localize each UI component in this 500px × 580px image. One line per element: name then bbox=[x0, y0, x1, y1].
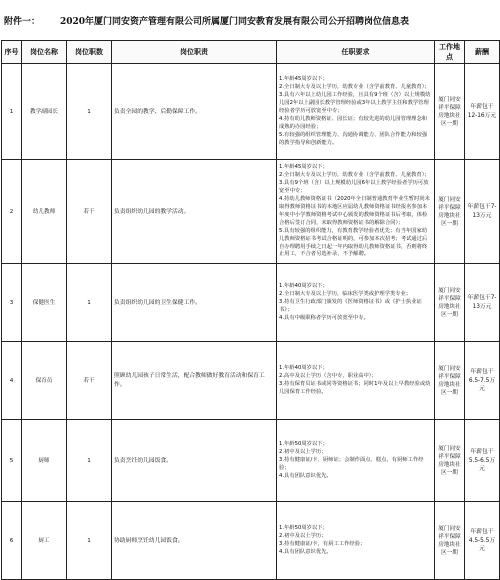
cell-duty: 负责组织幼儿园的卫生保健工作。 bbox=[112, 264, 277, 342]
cell-no: 2 bbox=[2, 160, 22, 264]
requirement-item: 1.年龄45周岁以下； bbox=[279, 164, 328, 171]
cell-duty: 负责烹饪幼儿园饭食。 bbox=[112, 420, 277, 502]
table-header-row bbox=[2, 41, 500, 64]
requirement-item: 3.持有健康证/卡、厨师证；会制作面点、糕点，有厨师工作经验； bbox=[279, 456, 424, 471]
requirement-item: 1.年龄40周岁以下； bbox=[279, 282, 328, 289]
cell-location: 厦门同安祥平保障房地块社区一期 bbox=[435, 160, 465, 264]
table-row bbox=[2, 502, 500, 580]
requirement-item: 2.全日制大专及以上学历，临床医学类或护理学类专业； bbox=[279, 290, 412, 297]
cell-salary: 年薪包干12-16万元 bbox=[465, 64, 500, 160]
cell-count: 1 bbox=[67, 420, 112, 502]
requirement-item: 4.具有中级职称者学历可放宽至中专。 bbox=[279, 314, 369, 321]
cell-salary: 年薪包干7-13万元 bbox=[465, 160, 500, 264]
cell-no: 4 bbox=[2, 342, 22, 420]
cell-no: 5 bbox=[2, 420, 22, 502]
col-header-count: 岗位职数 bbox=[67, 41, 112, 64]
cell-no: 3 bbox=[2, 264, 22, 342]
col-header-no: 序号 bbox=[2, 41, 22, 64]
requirement-item: 1.年龄40周岁以下； bbox=[279, 364, 328, 371]
requirement-item: 2.全日制大专及以上学历，幼教专业（含学前教育、儿童教育）； bbox=[279, 84, 430, 90]
cell-duty: 协助厨师烹饪幼儿园饭食。 bbox=[112, 502, 277, 580]
col-header-location: 工作地点 bbox=[435, 41, 465, 64]
attachment-label: 附件一： bbox=[4, 17, 41, 27]
requirement-item: 3.具有六年以上幼儿园工作经验，且具有9个班（含）以上规模幼儿园2年以上副园长教学管理经验或3年以上教学主任和教学管理经验者学历可放宽至中专； bbox=[279, 91, 431, 114]
cell-location: 厦门同安祥平保障房地块社区一期 bbox=[435, 64, 465, 160]
cell-requirements bbox=[277, 420, 435, 502]
requirement-item: 4.具有团队意识优先。 bbox=[279, 548, 332, 555]
recruitment-table bbox=[1, 40, 500, 580]
cell-count: 若干 bbox=[67, 160, 112, 264]
document-title: 2020年厦门同安资产管理有限公司所属厦门同安教育发展有限公司公开招聘岗位信息表 bbox=[60, 17, 410, 27]
requirement-item: 3.持有卫生行政部门颁发的《医师资格证书》或《护士执业证书》； bbox=[279, 298, 422, 313]
col-header-salary: 薪酬 bbox=[465, 41, 500, 64]
cell-location: 厦门同安祥平保障房地块社区一期 bbox=[435, 502, 465, 580]
cell-count: 1 bbox=[67, 264, 112, 342]
requirement-item: 5.有较强的组织管理能力、沟通协调能力、团队合作能力和较强的教学指导和创新能力。 bbox=[279, 131, 428, 146]
col-header-name: 岗位名称 bbox=[22, 41, 67, 64]
requirement-item: 1.年龄50周岁以下； bbox=[279, 524, 328, 531]
col-header-duty: 岗位职责 bbox=[112, 41, 277, 64]
table-row bbox=[2, 342, 500, 420]
cell-name: 教学副园长 bbox=[22, 64, 67, 160]
requirement-item: 5.具有较强的组织能力，有教育教学经验者优先；有当年国家幼儿教师资格证书考试合格证明的，可参加本次招考；考试通过后自办理聘用手续之日起一年内取得幼儿教师资格证书，否则将终止用工，不合者另选补录，不予解聘。 bbox=[279, 227, 428, 258]
cell-no: 1 bbox=[2, 64, 22, 160]
cell-count: 若干 bbox=[67, 342, 112, 420]
requirement-item: 4.具有团队意识优先。 bbox=[279, 472, 332, 479]
cell-name: 保育员 bbox=[22, 342, 67, 420]
requirement-item: 3.具有9个班（含）以上规模幼儿园6年以上教学经验者学历可放宽至中专； bbox=[279, 180, 429, 194]
requirement-item: 2.初中及以上学历； bbox=[279, 448, 327, 455]
table-row bbox=[2, 264, 500, 342]
table-row bbox=[2, 160, 500, 264]
cell-location: 厦门同安祥平保障房地块社区一期 bbox=[435, 420, 465, 502]
cell-count: 1 bbox=[67, 502, 112, 580]
cell-location: 厦门同安祥平保障房地块社区一期 bbox=[435, 264, 465, 342]
cell-duty: 负责全园的教学、后勤保障工作。 bbox=[112, 64, 277, 160]
cell-duty: 照顾幼儿园孩子日常生活，配合教师做好教育活动和保育工作。 bbox=[112, 342, 277, 420]
requirement-item: 4.持幼儿教师资格证书（2020年全日制普通教育毕业生暂时尚未取得教师资格证书的本地区应届幼儿教师资格证书经报名参加本年度中小学教师资格考试中心颁发的教师资格证书后考取，体检合格后签订合同，未取得教师资格证书的解除合同）； bbox=[279, 195, 430, 226]
requirement-item: 3.持有保育员证书或同等资格证书；同时1年及以上早教经验或幼儿园保育工作经验。 bbox=[279, 380, 431, 395]
requirement-item: 2.初中及以上学历； bbox=[279, 532, 327, 539]
cell-location: 厦门同安祥平保障房地块社区一期 bbox=[435, 342, 465, 420]
cell-requirements bbox=[277, 264, 435, 342]
cell-requirements bbox=[277, 342, 435, 420]
cell-salary: 年薪包干5.5-6.5万元 bbox=[465, 420, 500, 502]
cell-requirements bbox=[277, 64, 435, 160]
table-row bbox=[2, 64, 500, 160]
cell-salary: 年薪包干4.5-5.5万元 bbox=[465, 502, 500, 580]
table-row bbox=[2, 420, 500, 502]
requirement-item: 2.高中及以上学历（含中专、职业高中）； bbox=[279, 372, 377, 379]
cell-duty: 负责组织幼儿园的教学活动。 bbox=[112, 160, 277, 264]
cell-name: 厨师 bbox=[22, 420, 67, 502]
requirement-item: 3.持有健康证/卡，有厨工工作经验； bbox=[279, 540, 366, 547]
document-header bbox=[0, 0, 500, 44]
requirement-item: 4.持有幼儿教师资格证、园长证；有较先进的幼儿园管理理念和成熟的办园经验； bbox=[279, 115, 428, 130]
cell-salary: 年薪包干7-13万元 bbox=[465, 264, 500, 342]
cell-no: 6 bbox=[2, 502, 22, 580]
cell-count: 1 bbox=[67, 64, 112, 160]
requirement-item: 2.全日制大专及以上学历，幼教专业（含学前教育、儿童教育）； bbox=[279, 172, 430, 179]
cell-name: 幼儿教师 bbox=[22, 160, 67, 264]
col-header-requirements: 任职要求 bbox=[277, 41, 435, 64]
requirement-item: 1.年龄50周岁以下； bbox=[279, 440, 328, 447]
requirement-item: 1.年龄45周岁以下； bbox=[279, 76, 328, 83]
cell-salary: 年薪包干6.5-7.5万元 bbox=[465, 342, 500, 420]
cell-requirements bbox=[277, 160, 435, 264]
cell-name: 保健医生 bbox=[22, 264, 67, 342]
cell-requirements bbox=[277, 502, 435, 580]
cell-name: 厨工 bbox=[22, 502, 67, 580]
